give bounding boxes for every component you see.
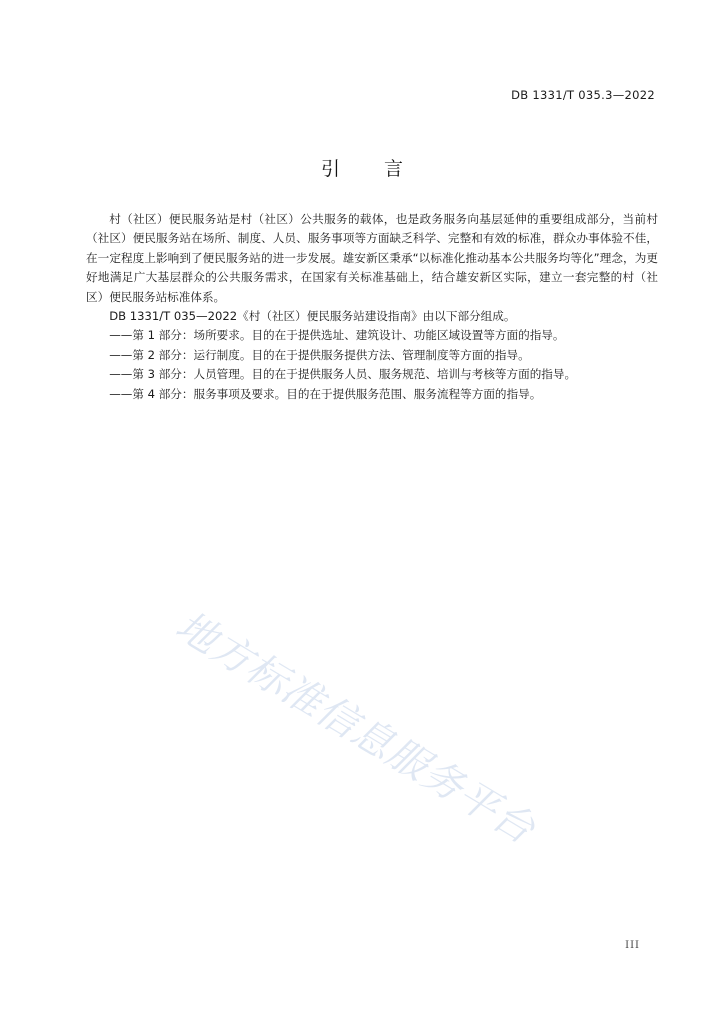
watermark: 地方标准信息服务平台 bbox=[167, 602, 543, 854]
intro-paragraph: 村（社区）便民服务站是村（社区）公共服务的载体，也是政务服务向基层延伸的重要组成部分，当前村（社区）便民服务站在场所、制度、人员、服务事项等方面缺乏科学、完整和有效的标准，群众办事体验不佳，在一定程度上影响到了便民服务站的进一步发展。雄安新区秉承“以标准化推动基本公共服务均等化”理念，为更好地满足广大基层群众的公共服务需求，在国家有关标准基础上，结合雄安新区实际，建立一套完整的村（社区）便民服务站标准体系。 bbox=[86, 212, 658, 304]
page-number: III bbox=[625, 940, 640, 951]
part-item-1: ——第 1 部分：场所要求。目的在于提供选址、建筑设计、功能区域设置等方面的指导。 bbox=[109, 328, 565, 343]
body-text bbox=[86, 210, 658, 404]
part-item-4: ——第 4 部分：服务事项及要求。目的在于提供服务范围、服务流程等方面的指导。 bbox=[109, 386, 542, 401]
part-item-3: ——第 3 部分：人员管理。目的在于提供服务人员、服务规范、培训与考核等方面的指导。 bbox=[109, 367, 577, 382]
page-title: 引言 bbox=[320, 158, 447, 180]
standard-number: DB 1331/T 035.3—2022 bbox=[511, 88, 655, 102]
part-item-2: ——第 2 部分：运行制度。目的在于提供服务提供方法、管理制度等方面的指导。 bbox=[109, 347, 530, 362]
composition-paragraph: DB 1331/T 035—2022《村（社区）便民服务站建设指南》由以下部分组成。 bbox=[109, 309, 516, 324]
